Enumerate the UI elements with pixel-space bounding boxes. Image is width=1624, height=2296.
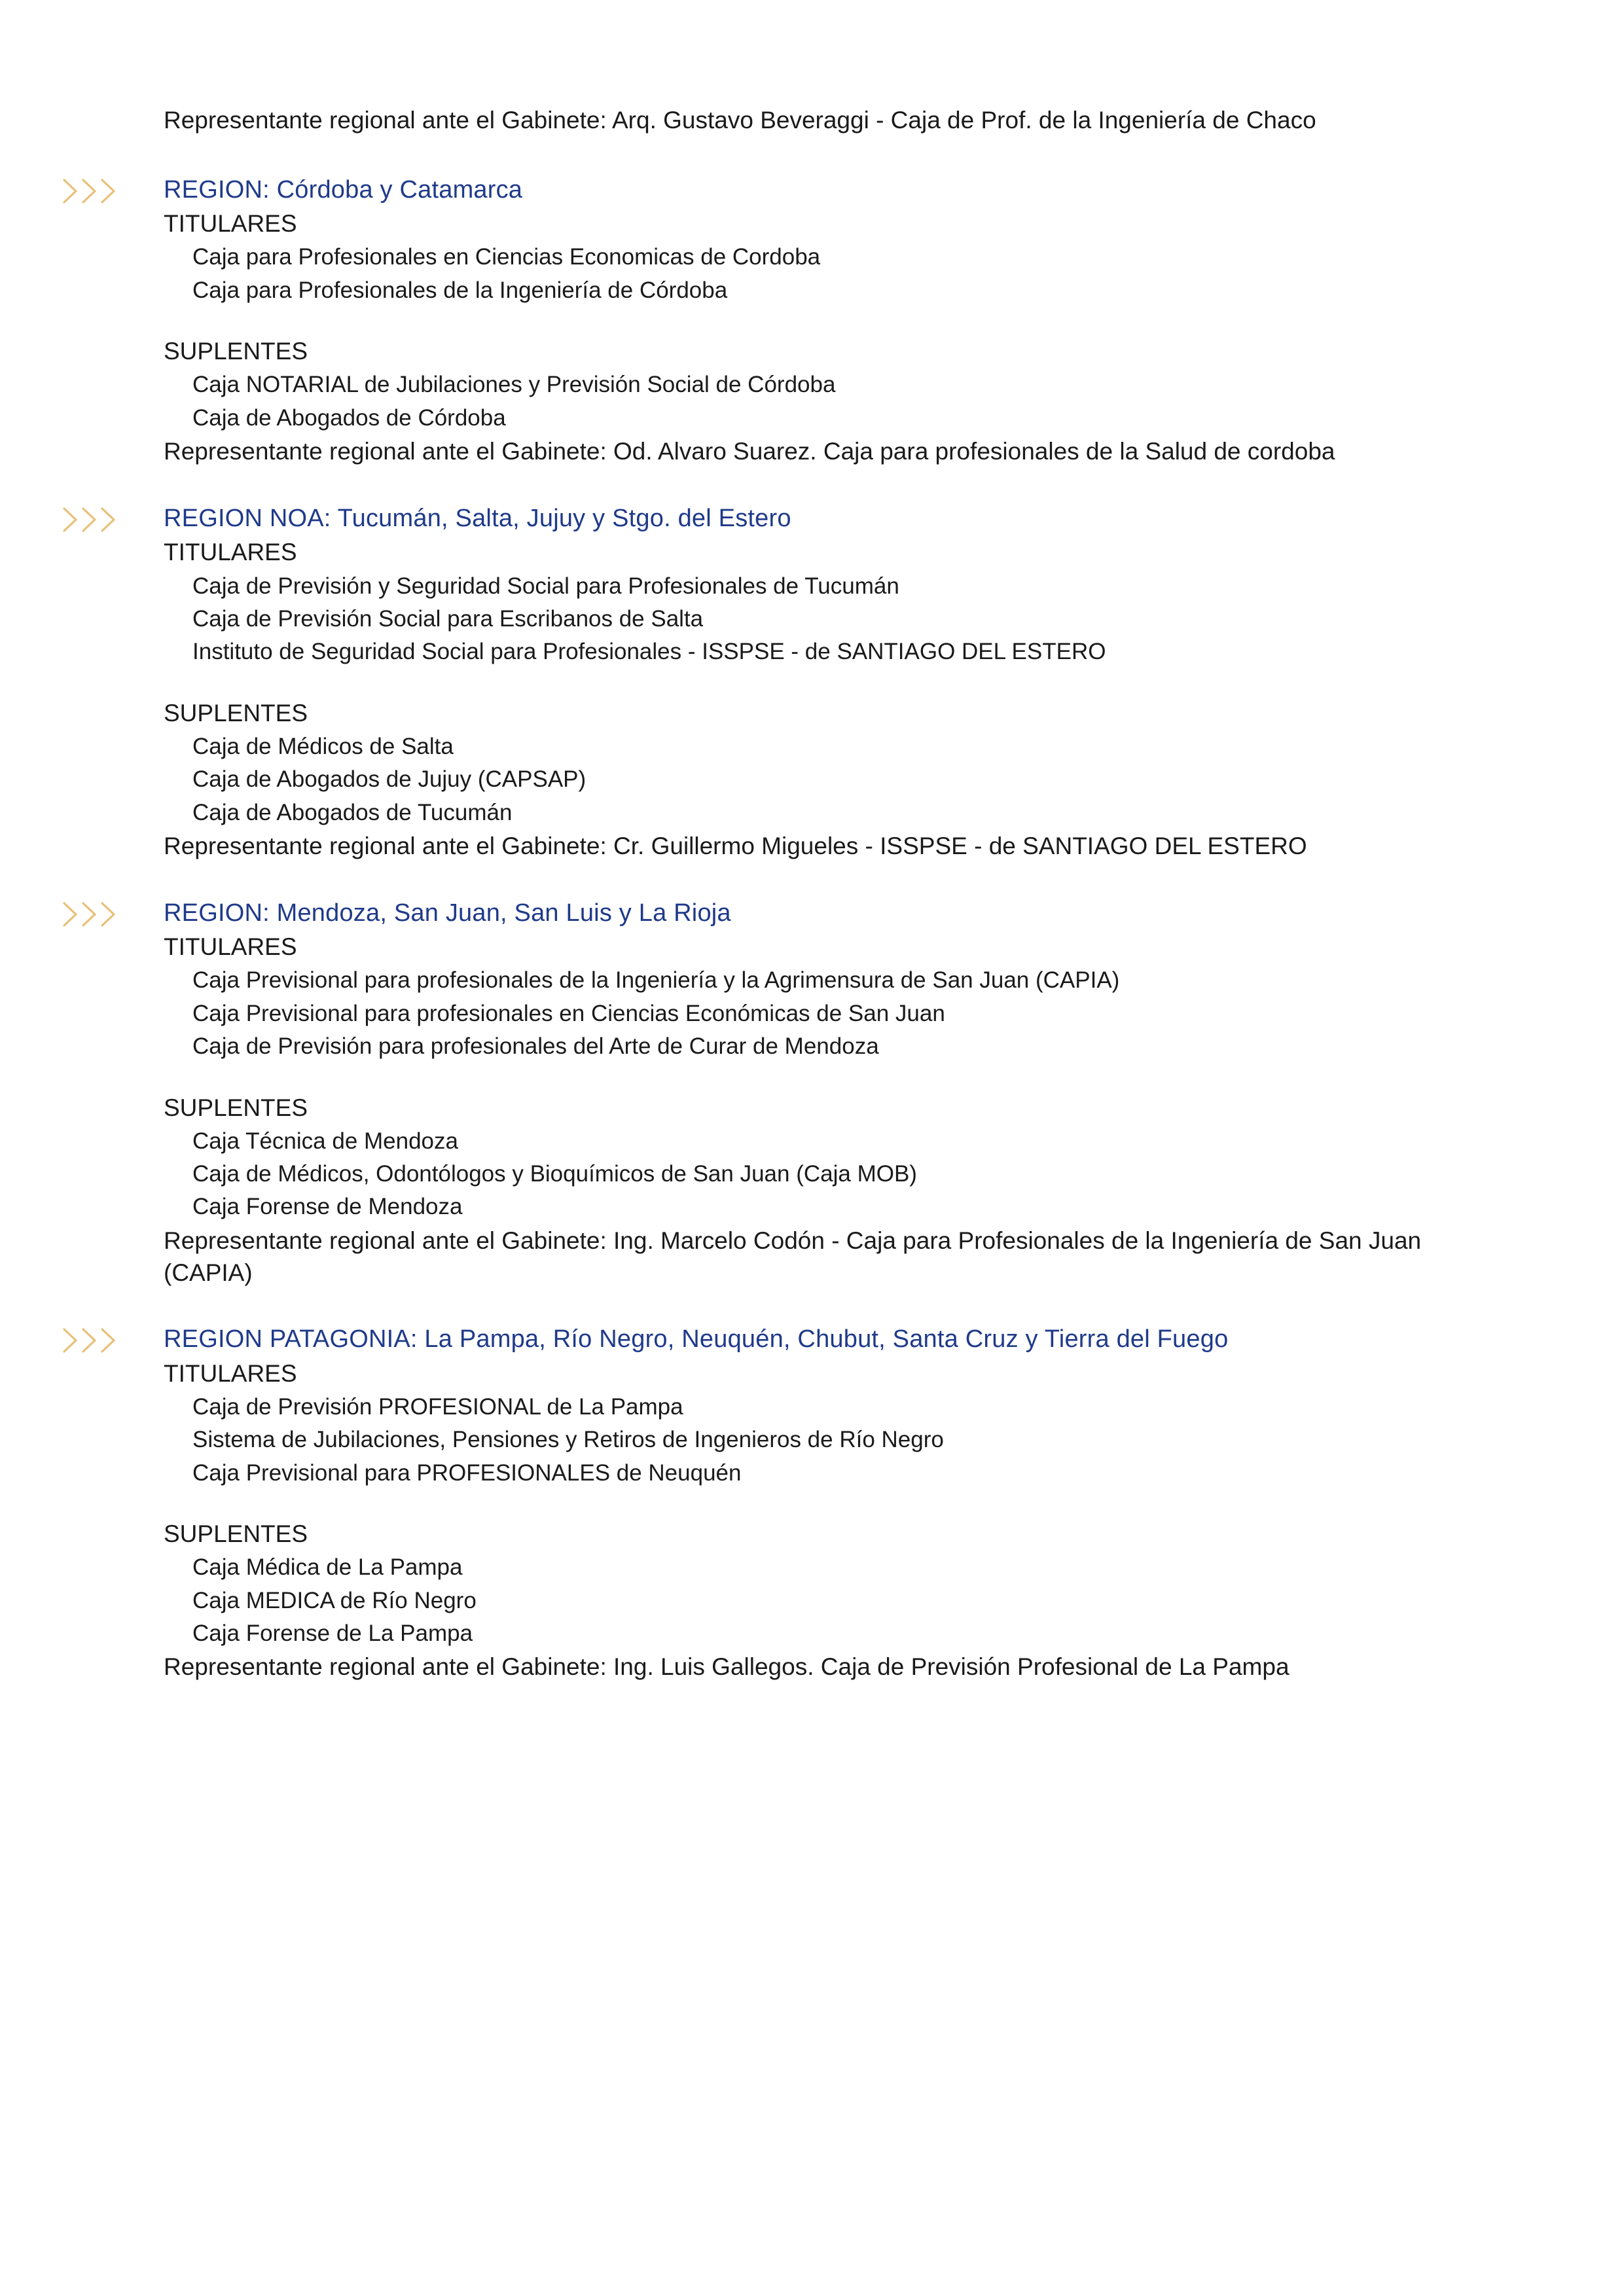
double-chevron-right-icon <box>62 1325 141 1355</box>
list-item: Caja Técnica de Mendoza <box>192 1128 458 1154</box>
list-item: Caja Previsional para PROFESIONALES de Neuquén <box>192 1460 742 1486</box>
representante-text: Representante regional ante el Gabinete: Od. Alvaro Suarez. Caja para profesionales de la Salud de cordoba <box>164 438 1335 465</box>
list-item: Caja de Médicos de Salta <box>192 733 454 759</box>
suplentes-list <box>164 1551 1492 1650</box>
list-item: Caja de Abogados de Jujuy (CAPSAP) <box>192 766 586 793</box>
list-item: Caja Médica de La Pampa <box>192 1554 463 1581</box>
list-item: Caja Forense de La Pampa <box>192 1621 473 1647</box>
representante-text: Representante regional ante el Gabinete: Ing. Luis Gallegos. Caja de Previsión Profesional de La Pampa <box>164 1653 1290 1681</box>
list-item: Instituto de Seguridad Social para Profesionales - ISSPSE - de SANTIAGO DEL ESTERO <box>192 639 1106 665</box>
titulares-list <box>164 241 1492 307</box>
list-item: Sistema de Jubilaciones, Pensiones y Retiros de Ingenieros de Río Negro <box>192 1427 944 1453</box>
list-item: Caja de Médicos, Odontólogos y Bioquímicos de San Juan (Caja MOB) <box>192 1161 917 1187</box>
intro-paragraph: Representante regional ante el Gabinete: Arq. Gustavo Beveraggi - Caja de Prof. de la Ingeniería de Chaco <box>164 107 1316 134</box>
list-item: Caja MEDICA de Río Negro <box>192 1587 477 1613</box>
region-block <box>157 503 1492 863</box>
region-title: REGION NOA: Tucumán, Salta, Jujuy y Stgo. del Estero <box>164 504 791 532</box>
suplentes-label: SUPLENTES <box>164 1094 308 1121</box>
titulares-list <box>164 964 1492 1063</box>
list-item: Caja de Abogados de Tucumán <box>192 799 513 825</box>
list-item: Caja Previsional para profesionales en Ciencias Económicas de San Juan <box>192 1000 945 1026</box>
list-item: Caja para Profesionales de la Ingeniería de Córdoba <box>192 277 728 303</box>
titulares-label: TITULARES <box>164 1359 297 1387</box>
suplentes-label: SUPLENTES <box>164 1520 308 1548</box>
list-item: Caja de Previsión Social para Escribanos de Salta <box>192 605 704 632</box>
suplentes-list <box>164 1125 1492 1224</box>
region-block <box>157 898 1492 1289</box>
suplentes-list <box>164 730 1492 829</box>
double-chevron-right-icon <box>62 505 141 535</box>
titulares-list <box>164 1391 1492 1490</box>
region-block <box>157 175 1492 468</box>
representante-text: Representante regional ante el Gabinete: Cr. Guillermo Migueles - ISSPSE - de SANTIAGO DEL ESTERO <box>164 832 1307 859</box>
double-chevron-right-icon <box>62 899 141 929</box>
region-title: REGION: Mendoza, San Juan, San Luis y La Rioja <box>164 899 731 927</box>
list-item: Caja Previsional para profesionales de la Ingeniería y la Agrimensura de San Juan (CAPIA) <box>192 967 1120 994</box>
titulares-list <box>164 570 1492 669</box>
region-title: REGION: Córdoba y Catamarca <box>164 175 523 204</box>
list-item: Caja NOTARIAL de Jubilaciones y Previsión Social de Córdoba <box>192 372 836 398</box>
double-chevron-right-icon <box>62 176 141 206</box>
suplentes-label: SUPLENTES <box>164 338 308 365</box>
suplentes-list <box>164 368 1492 435</box>
titulares-label: TITULARES <box>164 210 297 238</box>
titulares-label: TITULARES <box>164 539 297 566</box>
list-item: Caja para Profesionales en Ciencias Economicas de Cordoba <box>192 244 821 270</box>
list-item: Caja de Previsión para profesionales del Arte de Curar de Mendoza <box>192 1033 879 1060</box>
representante-text: Representante regional ante el Gabinete: Ing. Marcelo Codón - Caja para Profesionales de la Ingeniería de San Juan (CAPIA) <box>164 1227 1422 1286</box>
region-title: REGION PATAGONIA: La Pampa, Río Negro, Neuquén, Chubut, Santa Cruz y Tierra del Fuego <box>164 1325 1229 1354</box>
document-content <box>157 105 1492 1683</box>
titulares-label: TITULARES <box>164 933 297 961</box>
list-item: Caja Forense de Mendoza <box>192 1194 463 1220</box>
suplentes-label: SUPLENTES <box>164 699 308 726</box>
list-item: Caja de Abogados de Córdoba <box>192 404 506 431</box>
region-block <box>157 1324 1492 1683</box>
list-item: Caja de Previsión y Seguridad Social para Profesionales de Tucumán <box>192 573 899 599</box>
list-item: Caja de Previsión PROFESIONAL de La Pampa <box>192 1394 683 1420</box>
